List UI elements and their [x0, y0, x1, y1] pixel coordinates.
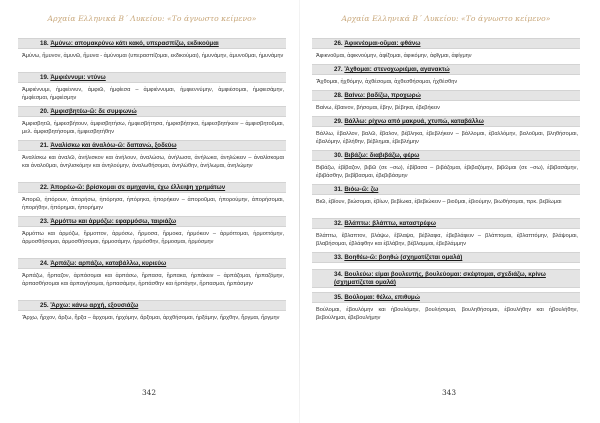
entry-number: 26. — [334, 40, 345, 47]
entry-heading: Ἀμύνω: απομακρύνω κάτι κακό, υπερασπίζω, εκδικούμαι — [50, 40, 219, 47]
entry-number: 19. — [40, 74, 51, 81]
entry-number: 33. — [334, 254, 345, 261]
entry-title — [18, 216, 286, 227]
page-number: 342 — [141, 388, 157, 397]
vocab-entry-23 — [18, 216, 286, 258]
right-page — [306, 0, 592, 423]
entry-number: 35. — [334, 294, 345, 301]
entry-number: 31. — [334, 186, 345, 193]
entry-title — [312, 38, 580, 49]
entry-body: Ἀναλίσκω και ἀναλῶ, ἀνήλισκον και ἀνήλουν, ἀναλώσω, ἀνήλωσα, ἀνήλωκα, ἀνηλώκειν – ἀναλίσκομαι και ἀναλοῦμαι, ἀνηλισκόμην και ἀνηλούμην, ἀναλωθήσομαι, ἀνηλώθην, ἀνήλωμαι, ἀνηλώμην — [22, 155, 284, 169]
vocab-entry-27 — [312, 64, 580, 90]
entry-body: Ἀπορῶ, ἠπόρουν, ἀπορήσω, ἠπόρησα, ἠπόρηκα, ἠπορήκειν – ἀποροῦμαι, ἠπορούμην, ἀπορήσομαι, ἠπορήθην, ἠπόρημαι, ἠπορήμην — [22, 197, 284, 211]
entry-heading: Ἀφικνέομαι-οῦμαι: φθάνω — [344, 40, 421, 47]
entry-heading: Βιόω-ῶ: ζω — [344, 186, 379, 193]
entry-title — [18, 38, 286, 49]
entry-body: Βούλομαι, ἐβουλόμην και ἠβουλόμην, βουλήσομαι, βουληθήσομαι, ἐβουλήθην και ἠβουλήθην, βεβούλημαι, ἐβεβουλήμην — [316, 307, 578, 321]
vocab-entry-25 — [18, 300, 286, 334]
entry-heading: Ἁρμόττω και ἁρμόζω: εφαρμόσω, ταιριάζω — [50, 218, 177, 225]
entry-number: 30. — [334, 152, 345, 159]
left-page — [6, 0, 292, 423]
vocab-entry-30 — [312, 150, 580, 184]
entry-body: Ἁρμόττω και ἁρμόζω, ἥρμοττον, ἁρμόσω, ἥρμοσα, ἥρμοκα, ἡρμόκειν – ἁρμόττομαι, ἡρμοττόμην, ἁρμοσθήσομαι, ἁρμοσθήσομαι, ἡρμοσάμην, ἡρμόσθην, ἥρμοσμαι, ἡρμόσμην — [22, 231, 284, 245]
entry-number: 27. — [334, 66, 345, 73]
vocab-entry-29 — [312, 116, 580, 150]
entry-heading: Ἄρχω: κάνω αρχή, εξουσιάζω — [50, 302, 139, 309]
entry-title — [312, 184, 580, 195]
vocab-entry-24 — [18, 258, 286, 300]
entry-body: Ἄρχω, ἦρχον, ἄρξω, ἦρξα – ἄρχομαι, ἠρχόμην, ἄρξομαι, ἀρχθήσομαι, ἠρξάμην, ἤρχθην, ἦργμαι, ἤργμην — [22, 315, 280, 321]
vocab-entry-21 — [18, 140, 286, 182]
entry-heading: Ἀπορέω-ῶ: βρίσκομαι σε αμηχανία, έχω έλλειψη χρημάτων — [50, 184, 226, 191]
entry-title — [18, 106, 286, 117]
entry-number: 32. — [334, 220, 345, 227]
entry-number: 21. — [40, 142, 51, 149]
entry-number: 25. — [40, 302, 51, 309]
page-number: 343 — [441, 388, 457, 397]
entry-body: Ἀμφιέννυμι, ἠμφιέννυν, ἀμφιῶ, ἠμφίεσα – ἀμφιέννυμαι, ἠμφιεννύμην, ἀμφιέσομαι, ἠμφιεσάμην, ἠμφίεσμαι, ἠμφιέσμην — [22, 87, 284, 101]
entry-heading: Βλάπτω: βλάπτω, καταστρέφω — [344, 220, 436, 227]
vocab-entry-18 — [18, 38, 286, 72]
vocab-entry-34 — [312, 269, 580, 288]
vocab-entry-31 — [312, 184, 580, 218]
entry-body: Βιβάζω, ἐβίβαζον, βιβῶ (σε –σω), ἐβίβασα – βιβάζομαι, ἐβιβαζόμην, βιβῶμαι (σε –σω), ἐβιβασάμην, ἐβιβάσθην, βεβίβασμαι, ἐβεβιβάσμην — [316, 165, 578, 179]
entry-number: 18. — [40, 40, 51, 47]
entry-heading: Βιβάζω: διαβιβάζω, φέρω — [344, 152, 420, 159]
entry-title — [312, 252, 580, 263]
entry-heading: Ἁρπάζω: αρπάζω, καταβάλλω, κυριεύω — [50, 260, 167, 267]
vocab-entry-33 — [312, 252, 580, 263]
running-header: Αρχαία Ελληνικά Β΄ Λυκείου: «Το άγνωστο κείμενο» — [341, 14, 551, 23]
entry-number: 28. — [334, 92, 345, 99]
entry-heading: Βάλλω: ρίχνω από μακρυά, χτυπώ, καταβάλλω — [344, 118, 484, 125]
entry-heading: Βούλομαι: θέλω, επιθυμώ — [344, 294, 420, 301]
vocab-entry-35 — [312, 292, 580, 326]
vocab-entry-19 — [18, 72, 286, 106]
entry-body: Ἀμύνω, ἤμυνον, ἀμυνῶ, ἤμυνα - ἀμύνομαι (υπερασπίζομαι, εκδικούμαι), ἠμυνάμην, ἀμυνοῦμαι, ἠμυνάμην — [22, 53, 284, 59]
entry-body: Ἀμφισβητῶ, ἠμφεσβήτουν, ἀμφισβητήσω, ἠμφεσβήτησα, ἠμφισβήτηκα, ἠμφεσβητήκειν – ἀμφισβητοῦμαι, μελ. ἀμφισβητήσομαι, ἠμφεσβητήθην — [22, 121, 284, 135]
entry-heading: Ἀμφισβητέω-ῶ: δε συμφωνώ — [50, 108, 137, 115]
entry-title — [18, 140, 286, 151]
entry-heading: Βοηθέω-ῶ: βοηθώ (σχηματίζεται ομαλά) — [344, 254, 463, 261]
entry-body: Ἀφικνοῦμαι, ἀφικνούμην, ἀφίξομαι, ἀφικόμην, ἀφῖγμαι, ἀφίγμην — [316, 53, 472, 59]
entry-heading: Ἄχθομαι: στενοχωριέμαι, αγανακτώ — [344, 66, 450, 73]
entry-title — [18, 300, 286, 311]
entry-number: 29. — [334, 118, 345, 125]
entry-body: Βάλλω, ἔβαλλον, βαλῶ, ἔβαλον, βέβληκα, ἐβεβλήκειν – βάλλομαι, ἐβαλλόμην, βαλοῦμαι, βληθήσομαι, ἐβαλόμην, ἐβλήθην, βέβλημαι, ἐβεβλήμην — [316, 131, 578, 145]
entry-body: Ἁρπάζω, ἥρπαζον, ἁρπάσομαι και ἁρπάσω, ἥρπασα, ἥρπακα, ἡρπάκειν – ἁρπάζομαι, ἡρπαζόμην, ἁρπασθήσομαι και ἁρπαγήσομαι, ἡρπασάμην, ἡρπάσθην και ἡρπάγην, ἥρπασμαι, ἡρπάσμην — [22, 273, 284, 287]
vocab-entry-28 — [312, 90, 580, 116]
entry-title — [312, 90, 580, 101]
entry-number: 23. — [40, 218, 51, 225]
entry-body: Ἄχθομαι, ἠχθόμην, ἀχθέσομαι, ἀχθεσθήσομαι, ἠχθέσθην — [316, 79, 458, 85]
entry-heading: Βαίνω: βαδίζω, προχωρώ — [344, 92, 421, 99]
entry-heading: Βουλεύω: είμαι βουλευτής, βουλεύομαι: σκέφτομαι, σχεδιάζω, κρίνω (σχηματίζεται ομαλά) — [334, 271, 546, 286]
entry-title — [312, 116, 580, 127]
entry-title — [18, 182, 286, 193]
entry-body: Βιῶ, ἐβίουν, βιώσομαι, ἐβίων, βεβίωκα, ἐβεβιώκειν – βιοῦμαι, ἐβιούμην, βιωθήσομαι, πρκ. βεβίωμαι — [316, 199, 562, 205]
entry-title — [312, 292, 580, 303]
entry-number: 20. — [40, 108, 51, 115]
entry-number: 24. — [40, 260, 51, 267]
entry-heading: Ἀμφιέννυμι: ντύνω — [50, 74, 106, 81]
vocab-entry-32 — [312, 218, 580, 252]
entry-title — [312, 218, 580, 229]
vocab-entry-20 — [18, 106, 286, 140]
page-gutter — [299, 0, 300, 423]
entry-body: Βαίνω, ἔβαινον, βήσομαι, ἔβην, βέβηκα, ἐβεβήκειν — [316, 105, 440, 111]
entry-title — [312, 64, 580, 75]
running-header: Αρχαία Ελληνικά Β΄ Λυκείου: «Το άγνωστο κείμενο» — [47, 14, 257, 23]
vocab-entry-26 — [312, 38, 580, 64]
entry-title — [18, 258, 286, 269]
vocab-entry-22 — [18, 182, 286, 216]
entry-heading: Ἀναλίσκω και ἀναλόω-ῶ: δαπανώ, ξοδεύω — [50, 142, 177, 149]
entry-number: 34. — [334, 271, 345, 278]
entry-title — [312, 269, 580, 288]
entry-body: Βλάπτω, ἔβλαπτον, βλάψω, ἔβλαψα, βέβλαφα, ἐβεβλάφειν – βλάπτομαι, ἐβλαπτόμην, βλάψομαι, βλαβήσομαι, ἐβλάφθην και ἐβλάβην, βέβλαμμαι, ἐβεβλάμμην — [316, 233, 578, 247]
entry-number: 22. — [40, 184, 51, 191]
entry-title — [312, 150, 580, 161]
entry-title — [18, 72, 286, 83]
